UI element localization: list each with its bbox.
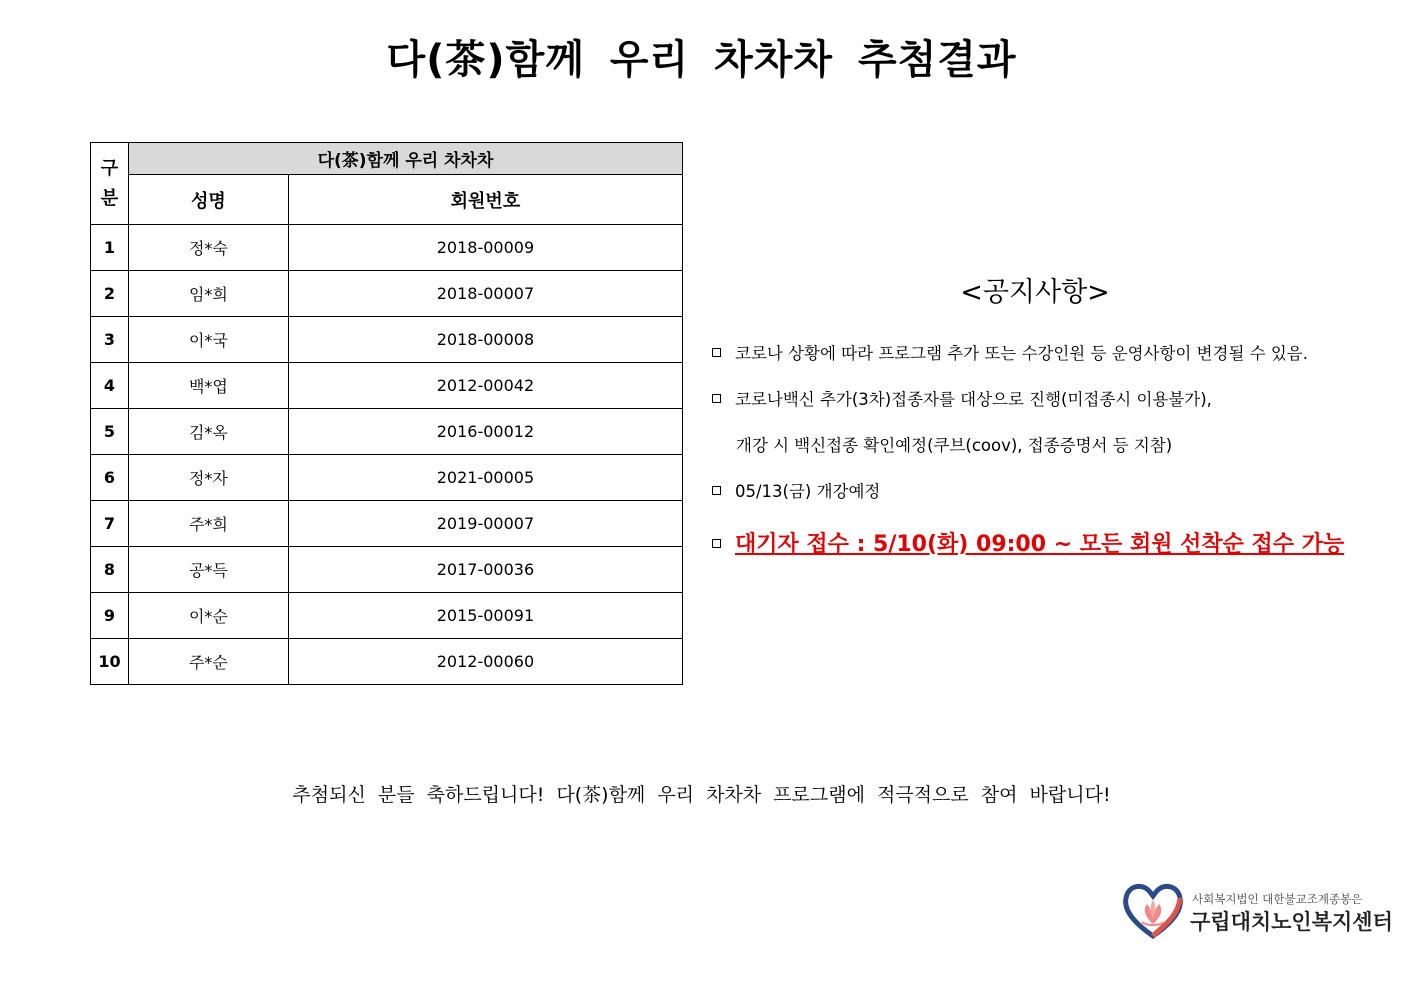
member-number: 2012-00042 [288, 363, 682, 409]
notice-text: 05/13(금) 개강예정 [735, 482, 881, 501]
square-bullet-icon [712, 486, 721, 495]
member-number-header: 회원번호 [288, 175, 682, 225]
member-name: 정*숙 [129, 225, 289, 271]
lottery-result-table [90, 142, 683, 685]
member-name: 임*희 [129, 271, 289, 317]
row-number: 1 [91, 225, 129, 271]
member-name: 백*엽 [129, 363, 289, 409]
table-row [91, 271, 683, 317]
notice-text: 코로나 상황에 따라 프로그램 추가 또는 수강인원 등 운영사항이 변경될 수 있음. [735, 344, 1308, 363]
member-name: 정*자 [129, 455, 289, 501]
group-header: 다(茶)함께 우리 차차차 [129, 143, 683, 175]
waitlist-notice-text: 대기자 접수 : 5/10(화) 09:00 ~ 모든 회원 선착순 접수 가능 [735, 532, 1345, 557]
member-number: 2017-00036 [288, 547, 682, 593]
notice-text-continued: 개강 시 백신접종 확인예정(쿠브(coov), 접종증명서 등 지참) [736, 436, 1173, 455]
logo-name: 구립대치노인복지센터 [1190, 910, 1393, 934]
member-name: 이*국 [129, 317, 289, 363]
member-number: 2016-00012 [288, 409, 682, 455]
row-number: 5 [91, 409, 129, 455]
row-number: 3 [91, 317, 129, 363]
notice-item [712, 340, 1308, 364]
heart-lotus-icon [1120, 878, 1186, 944]
member-number: 2018-00007 [288, 271, 682, 317]
row-number: 9 [91, 593, 129, 639]
table-row [91, 593, 683, 639]
table-row [91, 501, 683, 547]
notice-item [712, 478, 880, 502]
member-number: 2018-00009 [288, 225, 682, 271]
row-number: 10 [91, 639, 129, 685]
member-name: 주*순 [129, 639, 289, 685]
table-row [91, 409, 683, 455]
congratulations-message: 추첨되신 분들 축하드립니다! 다(茶)함께 우리 차차차 프로그램에 적극적으로 참여 바랍니다! [292, 784, 1111, 806]
table-row [91, 639, 683, 685]
member-number: 2018-00008 [288, 317, 682, 363]
logo-subtitle: 사회복지법인 대한불교조계종봉은 [1192, 892, 1363, 906]
notice-item [712, 386, 1212, 410]
name-header: 성명 [129, 175, 289, 225]
square-bullet-icon [712, 348, 721, 357]
center-logo [1120, 878, 1393, 944]
notice-title: <공지사항> [960, 277, 1110, 308]
table-row [91, 547, 683, 593]
square-bullet-icon [712, 394, 721, 403]
row-number: 7 [91, 501, 129, 547]
row-number: 6 [91, 455, 129, 501]
member-name: 김*옥 [129, 409, 289, 455]
member-name: 주*희 [129, 501, 289, 547]
table-row [91, 317, 683, 363]
member-number: 2019-00007 [288, 501, 682, 547]
member-number: 2015-00091 [288, 593, 682, 639]
member-name: 공*득 [129, 547, 289, 593]
table-row [91, 455, 683, 501]
notice-text: 코로나백신 추가(3차)접종자를 대상으로 진행(미접종시 이용불가), [735, 390, 1212, 409]
member-number: 2012-00060 [288, 639, 682, 685]
table-row [91, 225, 683, 271]
member-number: 2021-00005 [288, 455, 682, 501]
page-title: 다(茶)함께 우리 차차차 추첨결과 [386, 37, 1017, 83]
square-bullet-icon [712, 539, 721, 548]
row-number: 4 [91, 363, 129, 409]
table-row [91, 363, 683, 409]
row-number: 8 [91, 547, 129, 593]
col-no-header: 구분 [91, 143, 129, 225]
row-number: 2 [91, 271, 129, 317]
member-name: 이*순 [129, 593, 289, 639]
notice-item-highlight [712, 527, 1344, 558]
